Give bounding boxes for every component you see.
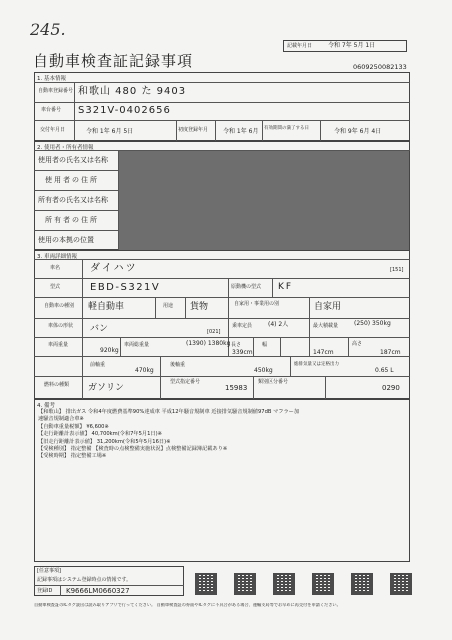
model-no-value: 15983 (225, 384, 248, 392)
issue-value: 令和 1年 6月 5日 (86, 128, 134, 135)
issue-date-box (283, 40, 407, 52)
user-address-label: 使用者の住所 (45, 176, 99, 184)
first-reg-label: 初度登録年月 (178, 127, 209, 133)
gross-label: 車両総重量 (124, 342, 150, 348)
category-label: 類別区分番号 (258, 379, 289, 385)
handwritten-note: 245. (30, 20, 66, 39)
engine-label: 原動機の型式 (231, 284, 262, 290)
memo-label: [任意事項] (37, 568, 61, 574)
width-label: 幅 (262, 342, 268, 348)
note-line: 【旧走行距離計表示値】 31,200km(令和5年5月16日)※ (38, 438, 171, 445)
chassis-value: S321V-0402656 (78, 105, 171, 116)
height-value: 187cm (380, 349, 401, 356)
use-value: 貨物 (190, 302, 209, 312)
plate-value: 和歌山 480 た 9403 (78, 86, 187, 97)
shape-value: バン (90, 324, 109, 334)
category-value: 0290 (382, 384, 400, 392)
front-axle-label: 前軸重 (90, 362, 106, 368)
first-reg-value: 令和 1年 6月 (223, 128, 259, 135)
record-label: 登録ID (37, 588, 53, 594)
private-label: 自家用・事業用の別 (234, 301, 280, 307)
qr-code-5 (351, 573, 373, 595)
model-value: EBD-S321V (90, 282, 161, 293)
capacity-value: (4) 2人 (268, 321, 289, 328)
rear-axle-value: 450kg (254, 367, 273, 374)
owner-name-label: 所有者の氏名又は名称 (38, 196, 108, 204)
engine-value: KF (278, 282, 294, 292)
issue-date-label: 記載年月日 (287, 43, 313, 49)
fuel-value: ガソリン (88, 383, 125, 393)
page-title: 自動車検査証記録事項 (33, 52, 194, 70)
type-value: 軽自動車 (88, 302, 125, 312)
section3-title: 3. 車両詳細情報 (37, 254, 77, 260)
base-location-label: 使用の本拠の位置 (38, 236, 94, 244)
issue-label: 交付年月日 (40, 127, 66, 133)
length-value: 339cm (232, 349, 253, 356)
type-label: 自動車の種別 (44, 303, 75, 309)
maker-label: 車名 (50, 265, 61, 271)
private-value: 自家用 (314, 302, 342, 312)
qr-code-3 (273, 573, 295, 595)
width-value: 147cm (313, 349, 334, 356)
bottom-note: 自動車検査証のICタグ読出は読み取りアプリで行ってください。 自動車検査証の券面やICタグに不具合がある場合、運輸支局等でお早めに再交付を申請ください。 (34, 603, 341, 607)
load-label: 最大積載量 (313, 323, 339, 329)
length-label: 長さ (231, 342, 242, 348)
qr-code-4 (312, 573, 334, 595)
weight-value: 920kg (100, 347, 119, 354)
expiry-label: 有効期間の満了する日 (264, 126, 309, 131)
capacity-label: 乗車定員 (232, 323, 253, 329)
user-name-label: 使用者の氏名又は名称 (38, 156, 108, 164)
record-value: K9666LM0660327 (66, 587, 130, 595)
displacement-label: 総排気量又は定格出力 (294, 362, 339, 367)
fuel-label: 燃料の種類 (44, 382, 70, 388)
note-line: 【受検種別】 指定整備 【検査時の点検整備実施状況】点検整備記録簿記載あり※ (38, 446, 228, 453)
owner-address-label: 所有者の住所 (45, 216, 99, 224)
displacement-value: 0.65 L (375, 367, 394, 374)
model-label: 型式 (50, 284, 61, 290)
notes-lines (38, 409, 408, 461)
qr-code-1 (195, 573, 217, 595)
model-no-label: 型式指定番号 (170, 379, 201, 385)
chassis-label: 車台番号 (41, 107, 62, 113)
section1-title: 1. 基本情報 (37, 76, 66, 82)
expiry-value: 令和 9年 6月 4日 (334, 128, 382, 135)
redacted-owner-info (119, 151, 409, 250)
use-label: 用途 (163, 303, 174, 309)
rear-axle-label: 後軸重 (170, 362, 186, 368)
notes-title: 4. 備考 (37, 403, 55, 409)
doc-number: 0609250082133 (353, 63, 407, 71)
maker-code: [151] (390, 267, 404, 273)
shape-code: [021] (207, 329, 221, 335)
note-line: 【自動車重量税額】 ¥6,600※ (38, 423, 109, 430)
shape-label: 車体の形状 (48, 323, 74, 329)
note-line: 速騒音規制適合車※ (38, 416, 84, 423)
note-line: 【受検時期】 指定整備工場※ (38, 453, 107, 460)
qr-code-2 (234, 573, 256, 595)
front-axle-value: 470kg (135, 367, 154, 374)
gross-value: (1390) 1380kg (186, 340, 231, 347)
qr-code-6 (390, 573, 412, 595)
note-line: 【走行距離計表示値】 40,700km(令和7年5月1日)※ (38, 431, 162, 438)
plate-label: 自動車登録番号 (38, 88, 74, 94)
issue-date-value: 令和 7年 5月 1日 (328, 42, 376, 49)
maker-value: ダイハツ (90, 263, 138, 274)
weight-label: 車両重量 (48, 342, 69, 348)
load-value: (250) 350kg (354, 320, 391, 327)
note-line: 【和歌山】 排出ガス 令和4年度燃費基準90%達成車 平成12年騒音規制車 近接排気騒音規制値97dB マフラー加 (38, 409, 300, 415)
memo-text: 記録事項はシステム登録時点の情報です。 (37, 577, 132, 583)
section2-title: 2. 使用者・所有者情報 (37, 145, 94, 151)
height-label: 高さ (352, 341, 363, 347)
